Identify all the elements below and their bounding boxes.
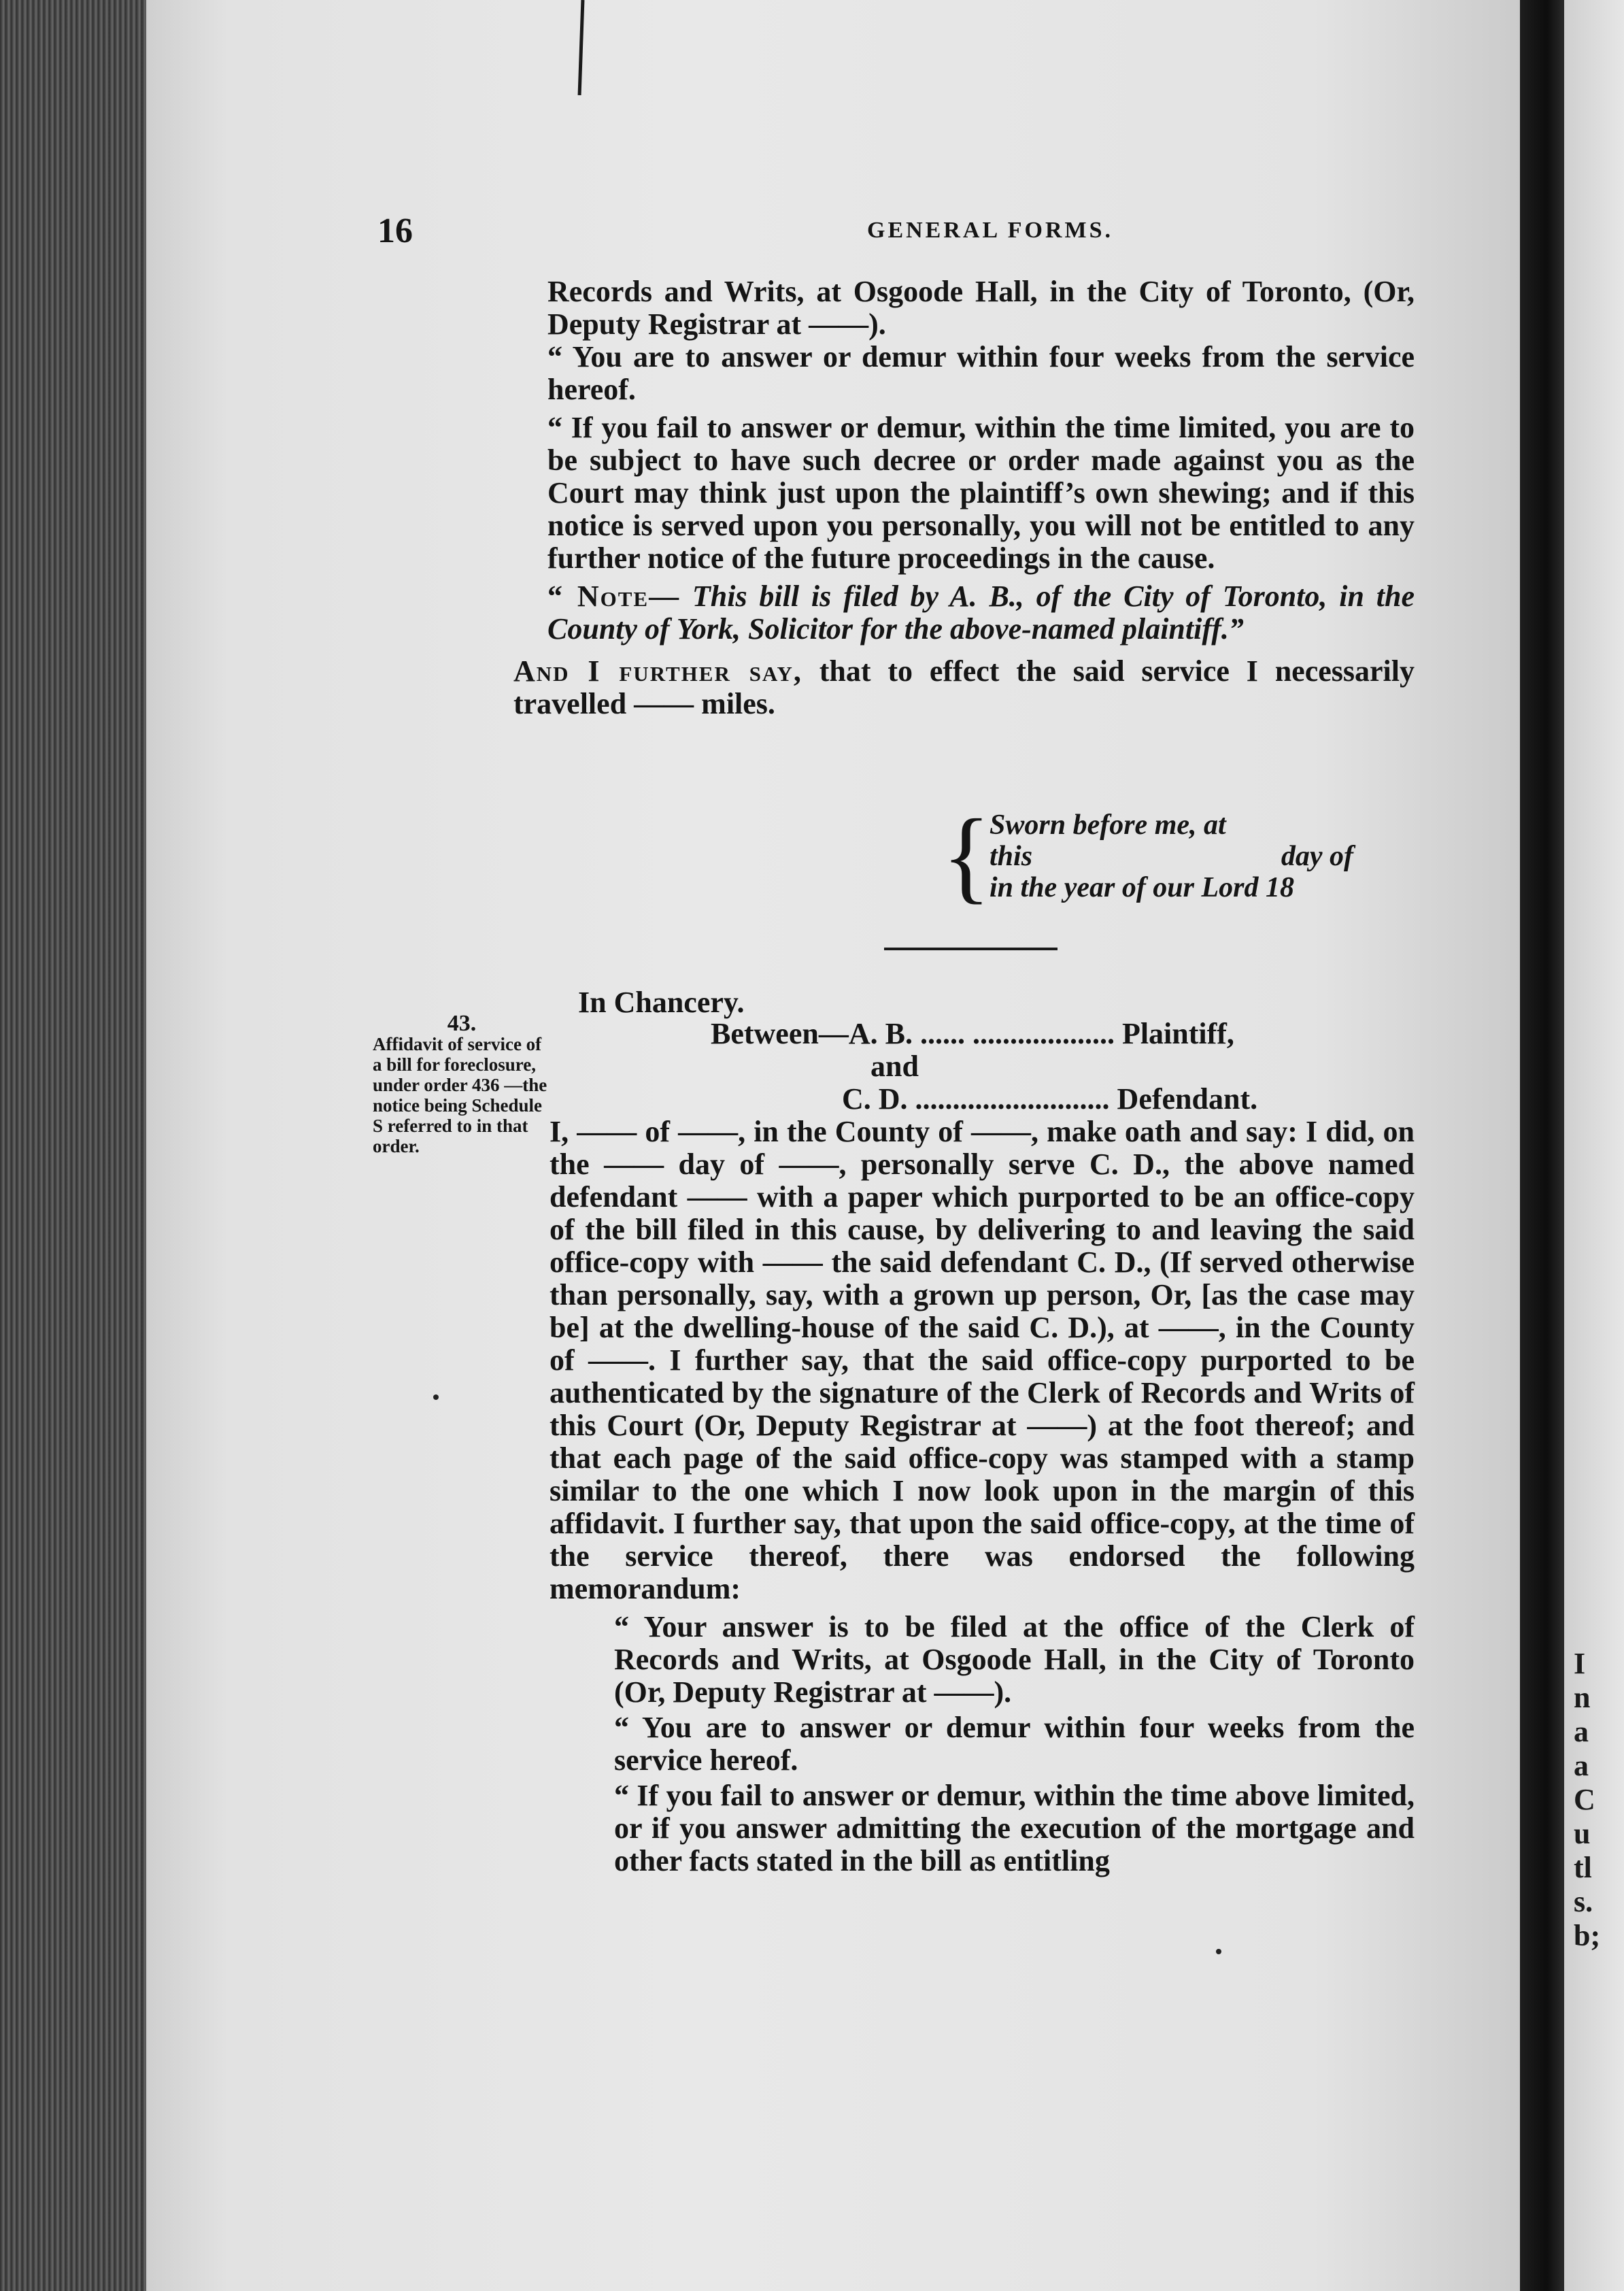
continued-notice-text	[513, 275, 1415, 720]
paragraph: “ If you fail to answer or demur, within the time limited, you are to be subject to have such decree or order made against you as the Court may think just upon the plaintiff’s own shewing; and if this notice is served upon you personally, you will not be entitled to any further notice of the future proceedings in the cause.	[547, 411, 1415, 575]
jurat-day-of: day of	[1281, 841, 1353, 872]
form-number: 43.	[447, 1011, 477, 1036]
book-page-edges	[0, 0, 146, 2291]
section-divider	[884, 948, 1058, 950]
note-paragraph	[547, 580, 1415, 646]
between-line: Between—A. B. ...... ................... Plaintiff,	[711, 1017, 1234, 1050]
memo-paragraph: “ Your answer is to be filed at the office of the Clerk of Records and Writs, at Osgoode Hall, in the City of Toronto (Or, Deputy Registrar at ——).	[614, 1610, 1415, 1709]
facing-page-edge	[1564, 0, 1624, 2291]
defendant-line: C. D. .......................... Defendant.	[842, 1082, 1258, 1116]
memo-paragraph: “ You are to answer or demur within four weeks from the service hereof.	[614, 1711, 1415, 1777]
affidavit-body	[549, 1116, 1415, 1877]
facing-page-fragment: I	[1574, 1647, 1586, 1680]
paragraph: Records and Writs, at Osgoode Hall, in the City of Toronto, (Or, Deputy Registrar at ——).	[547, 275, 1415, 341]
margin-note-text: Affidavit of service of a bill for foreclosure, under order 436 —the notice being Schedule S referred to in that order.	[373, 1034, 547, 1156]
jurat-brace: {	[942, 798, 991, 914]
paragraph: “ You are to answer or demur within four weeks from the service hereof.	[547, 340, 1415, 406]
jurat-line: in the year of our Lord 18	[989, 872, 1295, 903]
further-say-text: that to effect the said service I necessarily travelled —— miles.	[513, 654, 1415, 720]
facing-page-fragment: b;	[1574, 1919, 1601, 1952]
memo-paragraph: “ If you fail to answer or demur, within the time above limited, or if you answer admitting the execution of the mortgage and other facts stated in the bill as entitling	[614, 1779, 1415, 1877]
ink-speck	[1216, 1949, 1221, 1954]
facing-page-fragment: a	[1574, 1715, 1589, 1748]
court-caption: In Chancery.	[578, 986, 745, 1019]
jurat-this: this	[989, 841, 1033, 872]
affidavit-paragraph: I, —— of ——, in the County of ——, make oath and say: I did, on the —— day of ——, personally serve C. D., the above named defendant —— with a paper which purported to be an office-copy of the bill filed in this cause, by delivering to and leaving the said office-copy with —— the said defendant C. D., (If served otherwise than personally, say, with a grown up person, Or, [as the case may be] at the dwelling-house of the said C. D.), at ——, in the County of ——. I further say, that the said office-copy purported to be authenticated by the signature of the Clerk of Records and Writs of this Court (Or, Deputy Registrar at ——) at the foot thereof; and that each page of the said office-copy was stamped with a stamp similar to the one which I now look upon in the margin of this affidavit. I further say, that upon the said office-copy, at the time of the service thereof, there was endorsed the following memorandum:	[549, 1115, 1415, 1605]
further-say-paragraph	[513, 655, 1415, 720]
book-binding	[1520, 0, 1564, 2291]
further-say-lead: And I further say,	[513, 654, 802, 688]
ink-speck	[433, 1394, 439, 1400]
facing-page-fragment: C	[1574, 1783, 1595, 1816]
page-number: 16	[377, 212, 413, 250]
jurat-line	[989, 841, 1353, 872]
and-line: and	[870, 1050, 919, 1083]
jurat	[989, 809, 1411, 903]
page-header	[0, 211, 1624, 252]
jurat-line: Sworn before me, at	[989, 809, 1226, 841]
margin-note	[373, 1011, 551, 1156]
facing-page-fragment: s.	[1574, 1885, 1593, 1918]
note-text: This bill is filed by A. B., of the City of Toronto, in the County of York, Solicitor for the above-named plaintiff.”	[547, 580, 1415, 646]
facing-page-fragment: a	[1574, 1749, 1589, 1782]
facing-page-fragment: u	[1574, 1817, 1591, 1850]
facing-page-fragment: tl	[1574, 1851, 1592, 1884]
facing-page-fragment: n	[1574, 1681, 1591, 1714]
running-title: GENERAL FORMS.	[867, 218, 1114, 243]
note-label: “ Note—	[547, 580, 681, 613]
